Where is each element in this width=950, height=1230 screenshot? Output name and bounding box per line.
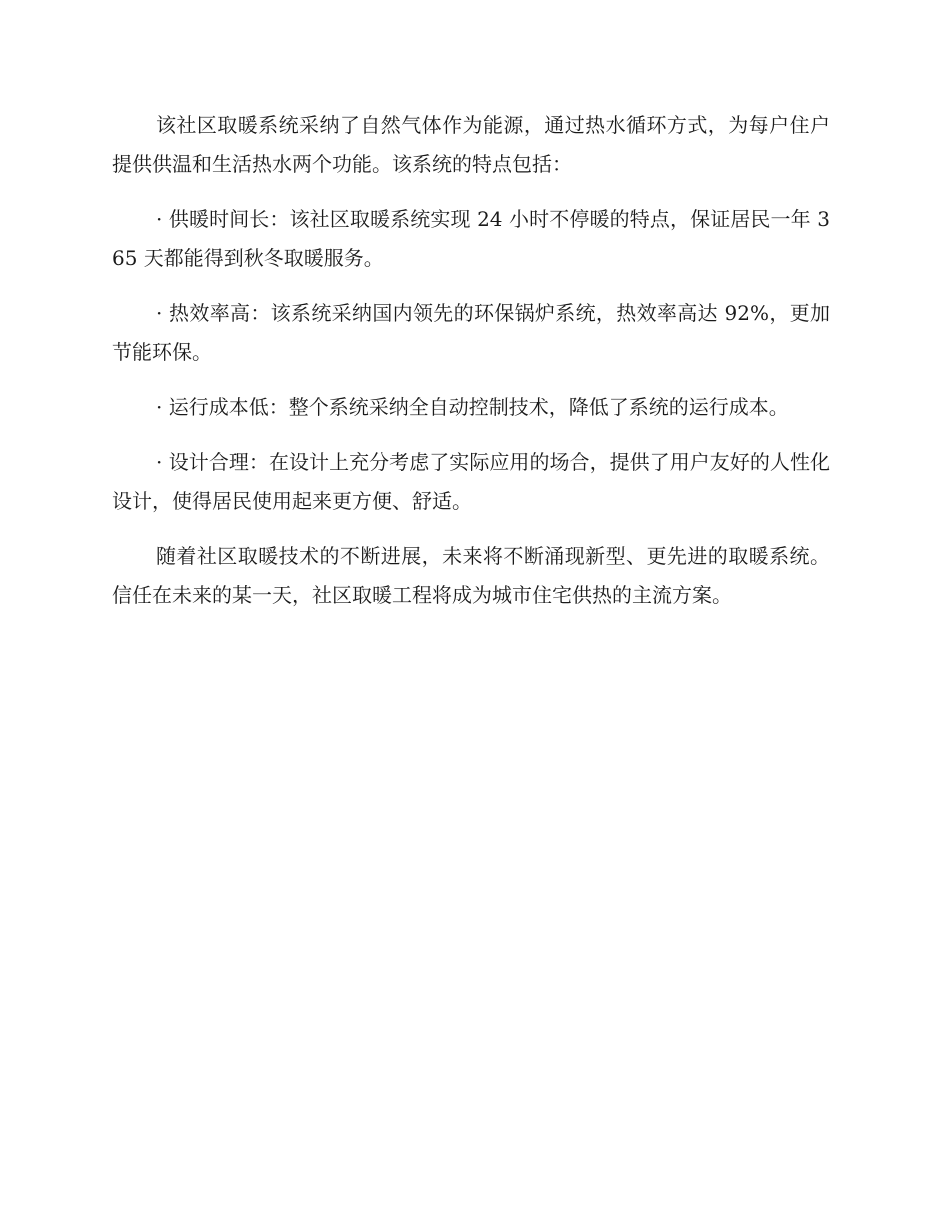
- feature-reasonable-design: · 设计合理：在设计上充分考虑了实际应用的场合，提供了用户友好的人性化设计，使得居民使用起来更方便、舒适。: [112, 450, 830, 513]
- feature-thermal-efficiency: · 热效率高：该系统采纳国内领先的环保锅炉系统，热效率高达 92%，更加节能环保。: [112, 301, 830, 364]
- intro-paragraph: 该社区取暖系统采纳了自然气体作为能源，通过热水循环方式，为每户住户提供供温和生活热水两个功能。该系统的特点包括：: [112, 113, 830, 176]
- document-body: [112, 106, 830, 615]
- feature-low-operating-cost: · 运行成本低：整个系统采纳全自动控制技术，降低了系统的运行成本。: [156, 395, 789, 419]
- conclusion-paragraph: 随着社区取暖技术的不断进展，未来将不断涌现新型、更先进的取暖系统。信任在未来的某一天，社区取暖工程将成为城市住宅供热的主流方案。: [112, 544, 830, 607]
- feature-heating-duration: · 供暖时间长：该社区取暖系统实现 24 小时不停暖的特点，保证居民一年 365 天都能得到秋冬取暖服务。: [112, 207, 830, 270]
